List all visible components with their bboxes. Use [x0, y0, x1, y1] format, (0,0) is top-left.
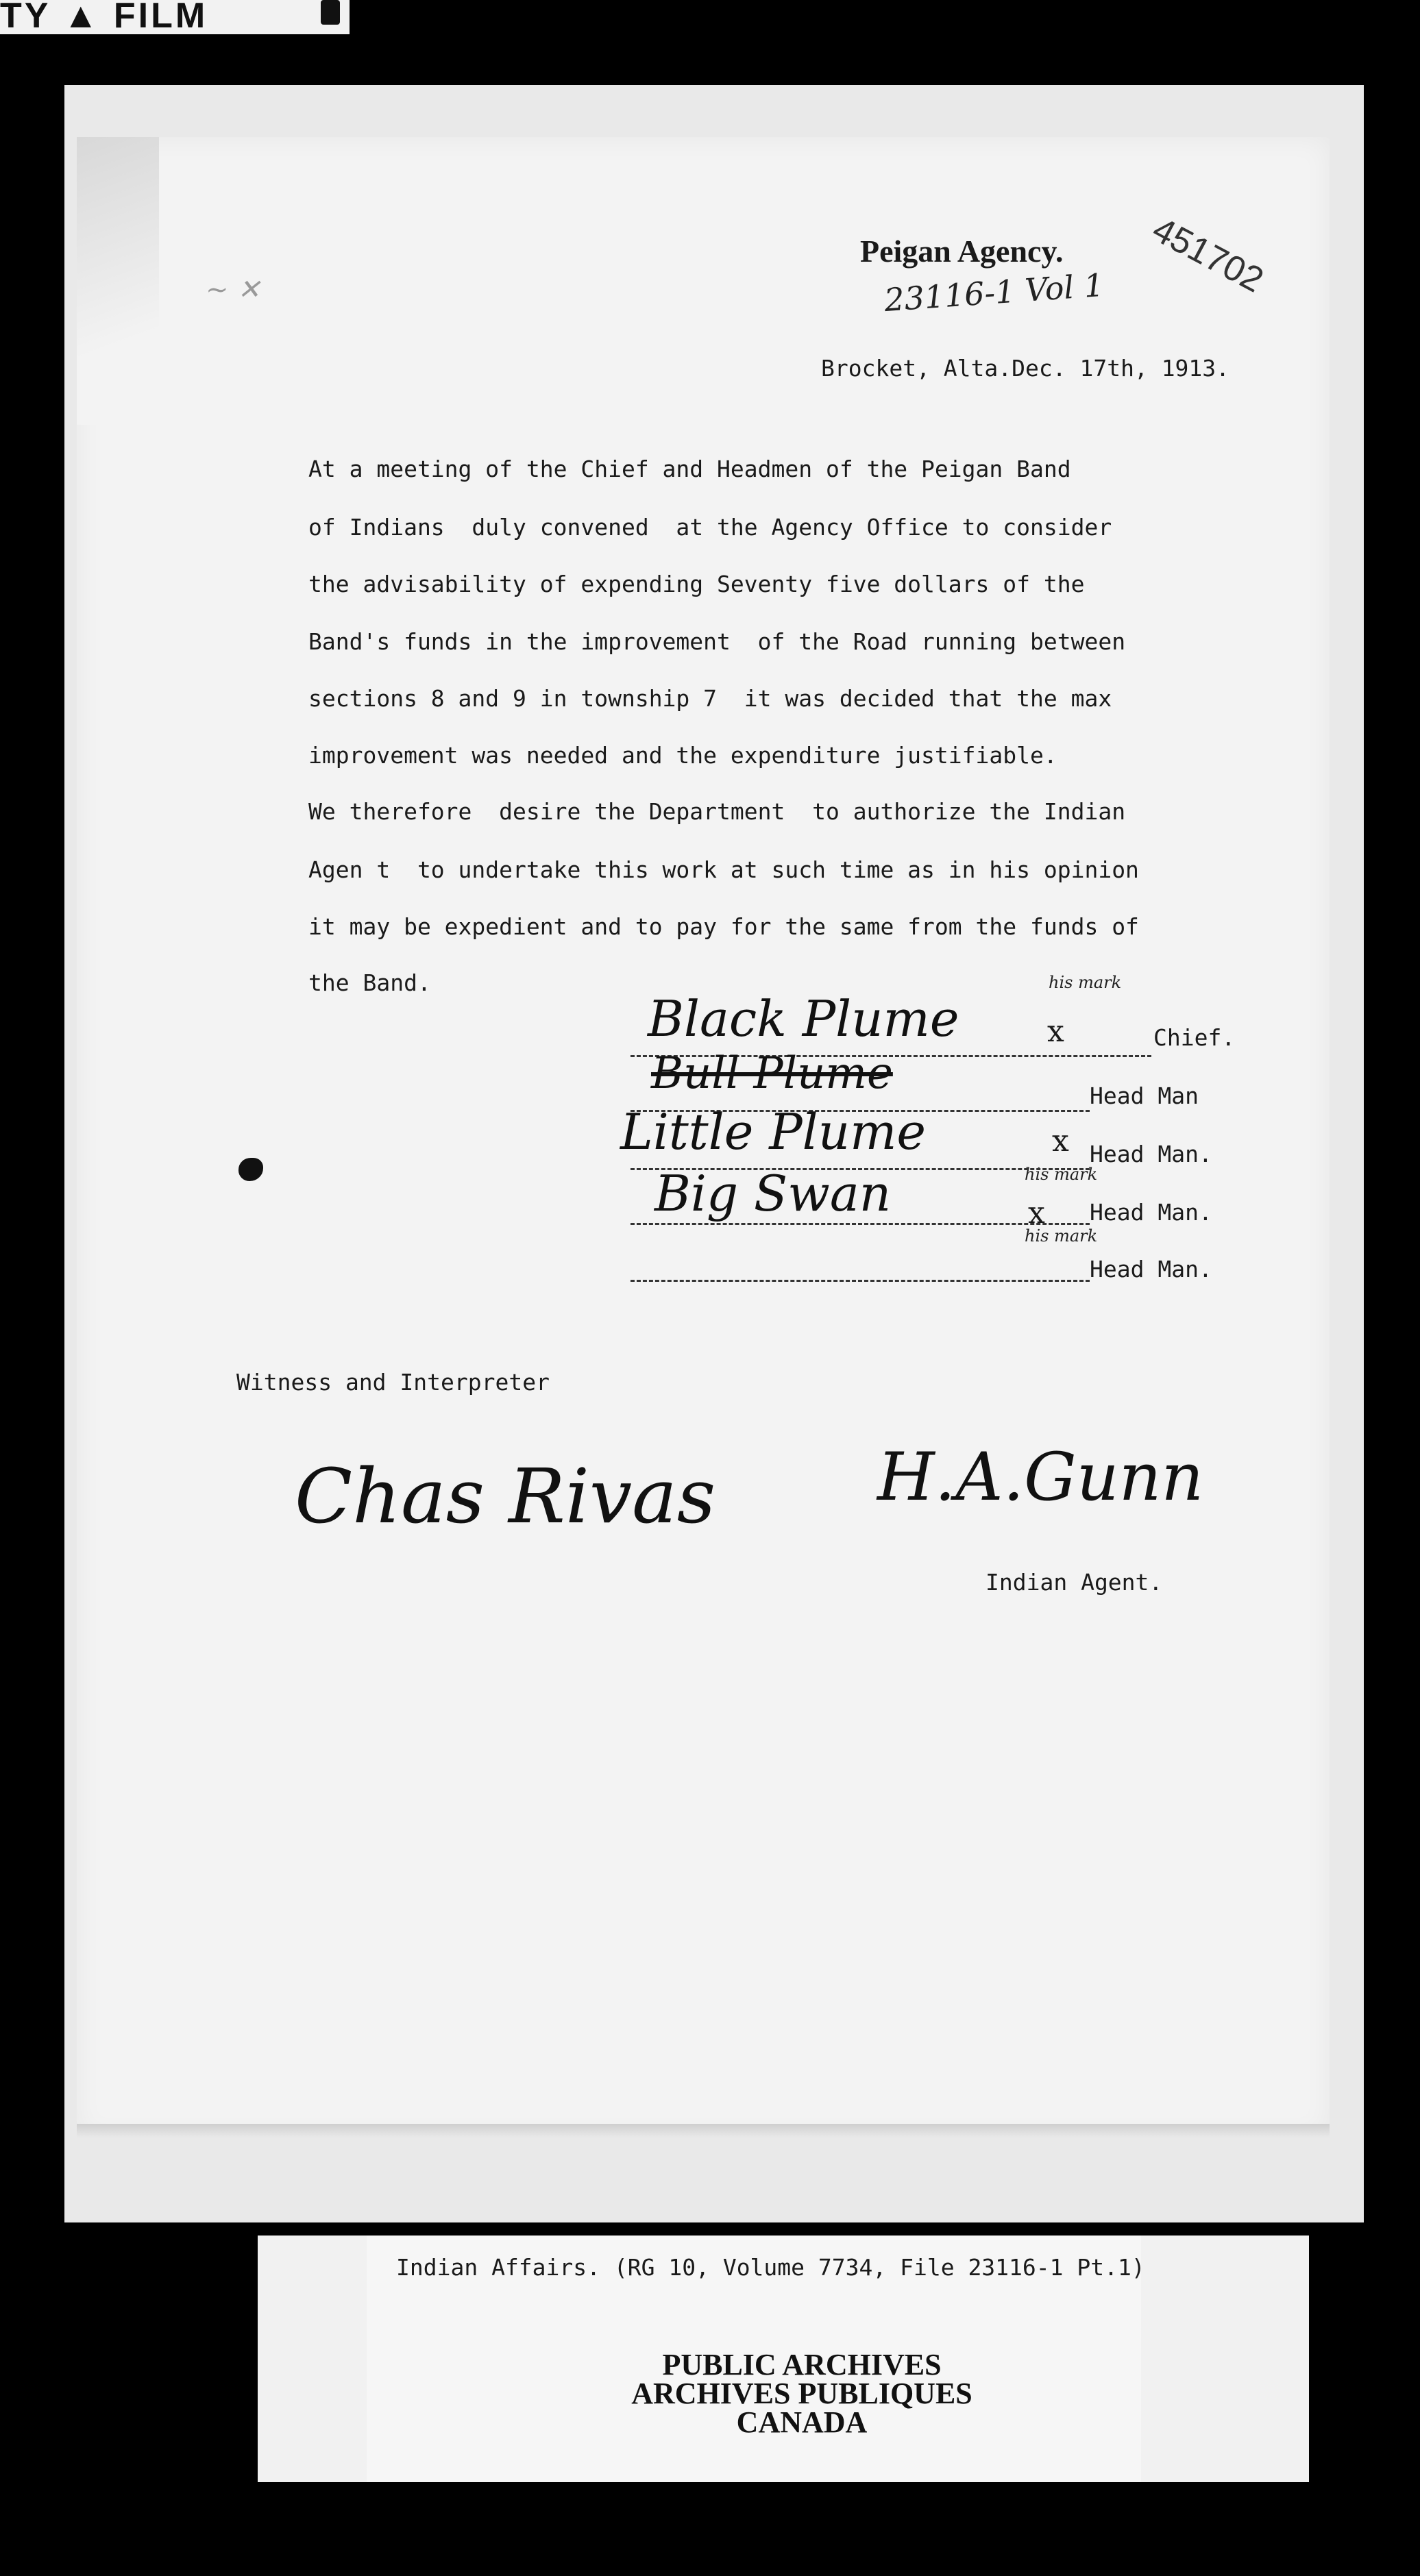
folded-corner	[77, 137, 159, 425]
margin-pencil-mark: ~ ✕	[206, 274, 260, 306]
body-line: it may be expedient and to pay for the same from the funds of	[308, 913, 1139, 940]
signatory-role: Head Man.	[1090, 1199, 1212, 1226]
signature-line	[631, 1223, 1090, 1225]
signatory-role: Head Man.	[1090, 1141, 1212, 1167]
signature-struck: Bull Plume	[651, 1048, 893, 1099]
signatory-role: Head Man	[1090, 1082, 1199, 1109]
archive-name-fr: ARCHIVES PUBLIQUES	[631, 2377, 972, 2410]
signature-headman: Big Swan	[654, 1165, 892, 1222]
body-line: of Indians duly convened at the Agency Office to consider	[308, 514, 1112, 541]
body-line: the Band.	[308, 969, 431, 996]
body-line: the advisability of expending Seventy five dollars of the	[308, 571, 1085, 597]
signature-mark: x	[1047, 1014, 1064, 1049]
dateline: Brocket, Alta.Dec. 17th, 1913.	[821, 355, 1230, 382]
reference-number: 451702	[1146, 209, 1270, 301]
signature-headman: Little Plume	[620, 1103, 926, 1161]
archive-country: CANADA	[736, 2405, 868, 2439]
agency-heading: Peigan Agency.	[860, 234, 1064, 269]
signatory-role: Head Man.	[1090, 1256, 1212, 1283]
archive-name-en: PUBLIC ARCHIVES	[662, 2348, 942, 2381]
signature-line	[631, 1280, 1090, 1282]
archive-citation: Indian Affairs. (RG 10, Volume 7734, File 23116-1 Pt.1)	[396, 2254, 1145, 2281]
signature-chief: Black Plume	[648, 990, 959, 1048]
signatory-role: Chief.	[1153, 1024, 1236, 1051]
witness-label: Witness and Interpreter	[236, 1369, 550, 1396]
signature-mark: x	[1028, 1196, 1045, 1230]
handwritten-file-note: 23116-1 Vol 1	[883, 266, 1105, 319]
body-line: At a meeting of the Chief and Headmen of the Peigan Band	[308, 456, 1071, 482]
agent-label: Indian Agent.	[986, 1569, 1163, 1596]
film-label	[0, 0, 350, 34]
body-line: We therefore desire the Department to authorize the Indian	[308, 798, 1126, 825]
body-line: Agen t to undertake this work at such time as in his opinion	[308, 856, 1139, 883]
mark-note: his mark	[1025, 1165, 1098, 1184]
page-edge-shadow	[77, 2124, 1330, 2138]
body-line: improvement was needed and the expenditure justifiable.	[308, 742, 1057, 769]
film-label-marker	[321, 0, 340, 25]
agent-signature: H.A.Gunn	[877, 1439, 1204, 1515]
signature-mark: x	[1052, 1124, 1069, 1159]
film-label-text: TY ▲ FILM	[0, 0, 208, 34]
mark-note: his mark	[1049, 973, 1122, 992]
witness-signature: Chas Rivas	[295, 1452, 716, 1540]
body-line: Band's funds in the improvement of the Road running between	[308, 628, 1126, 655]
body-line: sections 8 and 9 in township 7 it was decided that the max	[308, 685, 1112, 712]
mark-note: his mark	[1025, 1226, 1098, 1246]
